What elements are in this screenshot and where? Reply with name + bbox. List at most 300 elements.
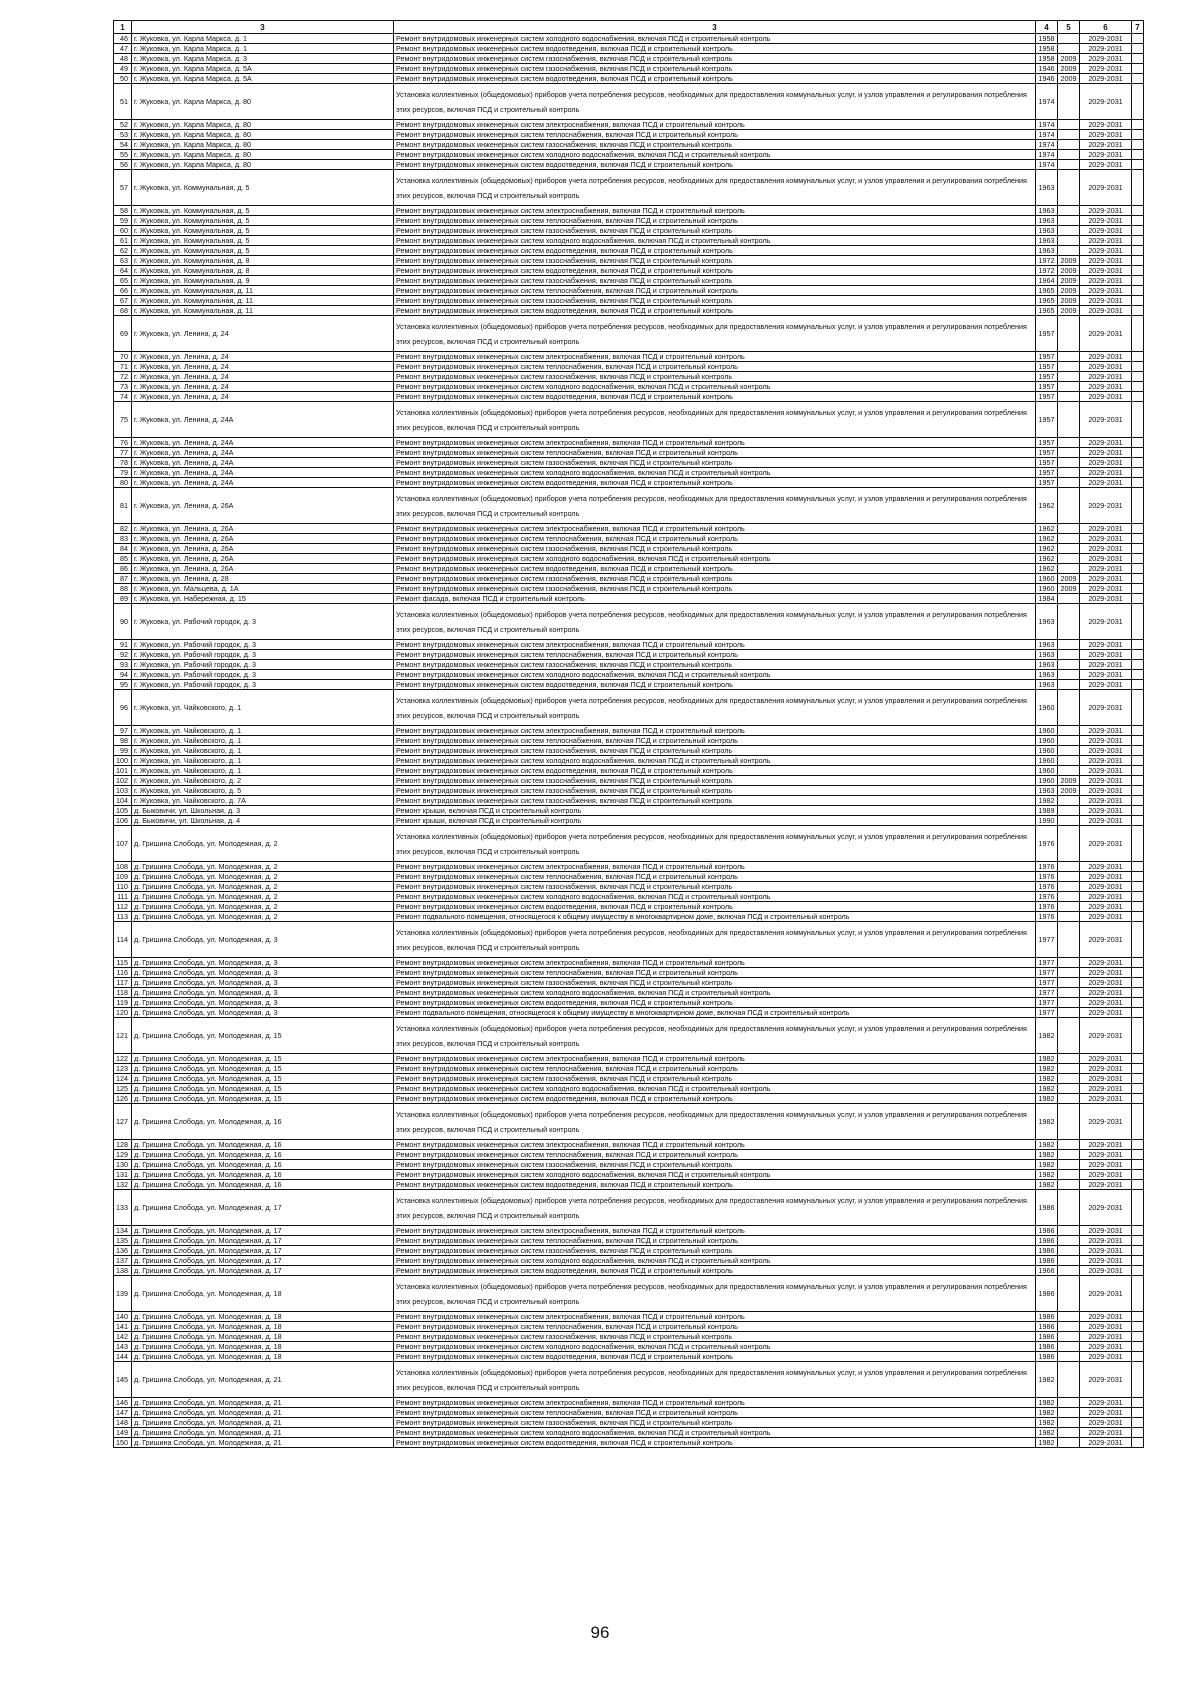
address-cell: г. Жуковка, ул. Набережная, д. 15 [132, 594, 394, 604]
address-cell: г. Жуковка, ул. Карла Маркса, д. 80 [132, 120, 394, 130]
extra-cell [1132, 564, 1144, 574]
built-year-cell: 1965 [1036, 286, 1058, 296]
extra-cell [1132, 892, 1144, 902]
built-year-cell: 1957 [1036, 372, 1058, 382]
last-repair-year-cell [1058, 362, 1080, 372]
built-year-cell: 1982 [1036, 1140, 1058, 1150]
planned-period-cell: 2029-2031 [1080, 458, 1132, 468]
last-repair-year-cell [1058, 872, 1080, 882]
work-type-cell: Ремонт внутридомовых инженерных систем холодного водоснабжения, включая ПСД и строительный контроль [394, 150, 1036, 160]
extra-cell [1132, 1342, 1144, 1352]
built-year-cell: 1982 [1036, 1398, 1058, 1408]
last-repair-year-cell: 2009 [1058, 256, 1080, 266]
table-row [114, 1332, 1144, 1342]
last-repair-year-cell [1058, 1362, 1080, 1398]
extra-cell [1132, 746, 1144, 756]
table-row [114, 1266, 1144, 1276]
work-type-cell: Ремонт внутридомовых инженерных систем газоснабжения, включая ПСД и строительный контроль [394, 1246, 1036, 1256]
table-row [114, 1054, 1144, 1064]
table-row [114, 1352, 1144, 1362]
work-type-cell: Ремонт внутридомовых инженерных систем газоснабжения, включая ПСД и строительный контроль [394, 660, 1036, 670]
row-number-cell: 69 [114, 316, 132, 352]
row-number-cell: 62 [114, 246, 132, 256]
planned-period-cell: 2029-2031 [1080, 1226, 1132, 1236]
work-type-cell: Ремонт внутридомовых инженерных систем газоснабжения, включая ПСД и строительный контроль [394, 882, 1036, 892]
planned-period-cell: 2029-2031 [1080, 1312, 1132, 1322]
row-number-cell: 73 [114, 382, 132, 392]
address-cell: г. Жуковка, ул. Рабочий городок, д. 3 [132, 604, 394, 640]
last-repair-year-cell [1058, 44, 1080, 54]
planned-period-cell: 2029-2031 [1080, 74, 1132, 84]
planned-period-cell: 2029-2031 [1080, 640, 1132, 650]
work-type-cell: Ремонт внутридомовых инженерных систем теплоснабжения, включая ПСД и строительный контроль [394, 534, 1036, 544]
table-row [114, 988, 1144, 998]
last-repair-year-cell [1058, 438, 1080, 448]
work-type-cell: Ремонт внутридомовых инженерных систем теплоснабжения, включая ПСД и строительный контроль [394, 130, 1036, 140]
work-type-cell: Ремонт внутридомовых инженерных систем электроснабжения, включая ПСД и строительный контроль [394, 352, 1036, 362]
table-row [114, 352, 1144, 362]
planned-period-cell: 2029-2031 [1080, 912, 1132, 922]
table-row [114, 816, 1144, 826]
built-year-cell: 1962 [1036, 534, 1058, 544]
extra-cell [1132, 64, 1144, 74]
built-year-cell: 1982 [1036, 1064, 1058, 1074]
planned-period-cell: 2029-2031 [1080, 1266, 1132, 1276]
extra-cell [1132, 402, 1144, 438]
last-repair-year-cell [1058, 1054, 1080, 1064]
header-cell: 1 [114, 21, 132, 34]
last-repair-year-cell [1058, 458, 1080, 468]
planned-period-cell: 2029-2031 [1080, 286, 1132, 296]
work-type-cell: Ремонт внутридомовых инженерных систем газоснабжения, включая ПСД и строительный контроль [394, 746, 1036, 756]
address-cell: г. Жуковка, ул. Чайковского, д. 1 [132, 726, 394, 736]
extra-cell [1132, 554, 1144, 564]
address-cell: г. Жуковка, ул. Карла Маркса, д. 5А [132, 64, 394, 74]
extra-cell [1132, 362, 1144, 372]
header-cell: 5 [1058, 21, 1080, 34]
table-row [114, 1408, 1144, 1418]
planned-period-cell: 2029-2031 [1080, 958, 1132, 968]
planned-period-cell: 2029-2031 [1080, 392, 1132, 402]
work-type-cell: Ремонт внутридомовых инженерных систем водоотведения, включая ПСД и строительный контроль [394, 564, 1036, 574]
address-cell: д. Гришина Слобода, ул. Молодежная, д. 16 [132, 1170, 394, 1180]
planned-period-cell: 2029-2031 [1080, 1140, 1132, 1150]
work-type-cell: Ремонт внутридомовых инженерных систем теплоснабжения, включая ПСД и строительный контроль [394, 1408, 1036, 1418]
work-type-cell: Ремонт внутридомовых инженерных систем водоотведения, включая ПСД и строительный контроль [394, 998, 1036, 1008]
built-year-cell: 1963 [1036, 670, 1058, 680]
last-repair-year-cell [1058, 1018, 1080, 1054]
row-number-cell: 118 [114, 988, 132, 998]
table-row [114, 150, 1144, 160]
table-row [114, 826, 1144, 862]
extra-cell [1132, 478, 1144, 488]
built-year-cell: 1963 [1036, 226, 1058, 236]
extra-cell [1132, 438, 1144, 448]
extra-cell [1132, 1428, 1144, 1438]
table-row [114, 882, 1144, 892]
last-repair-year-cell [1058, 150, 1080, 160]
row-number-cell: 98 [114, 736, 132, 746]
table-row [114, 54, 1144, 64]
address-cell: г. Жуковка, ул. Ленина, д. 24А [132, 402, 394, 438]
table-row [114, 34, 1144, 44]
row-number-cell: 103 [114, 786, 132, 796]
table-row [114, 736, 1144, 746]
planned-period-cell: 2029-2031 [1080, 544, 1132, 554]
planned-period-cell: 2029-2031 [1080, 776, 1132, 786]
row-number-cell: 96 [114, 690, 132, 726]
row-number-cell: 57 [114, 170, 132, 206]
table-row [114, 286, 1144, 296]
address-cell: д. Гришина Слобода, ул. Молодежная, д. 16 [132, 1180, 394, 1190]
address-cell: д. Гришина Слобода, ул. Молодежная, д. 15 [132, 1064, 394, 1074]
address-cell: д. Гришина Слобода, ул. Молодежная, д. 18 [132, 1276, 394, 1312]
extra-cell [1132, 826, 1144, 862]
last-repair-year-cell [1058, 392, 1080, 402]
extra-cell [1132, 998, 1144, 1008]
work-type-cell: Установка коллективных (общедомовых) приборов учета потребления ресурсов, необходимых для предоставления коммунальных услуг, и узлов управления и регулирования потребления этих ресурсов, включая ПСД и строительный контроль [394, 402, 1036, 438]
extra-cell [1132, 1226, 1144, 1236]
built-year-cell: 1974 [1036, 84, 1058, 120]
extra-cell [1132, 872, 1144, 882]
last-repair-year-cell [1058, 1322, 1080, 1332]
last-repair-year-cell [1058, 998, 1080, 1008]
work-type-cell: Ремонт внутридомовых инженерных систем водоотведения, включая ПСД и строительный контроль [394, 1438, 1036, 1448]
table-row [114, 1256, 1144, 1266]
work-type-cell: Ремонт внутридомовых инженерных систем холодного водоснабжения, включая ПСД и строительный контроль [394, 670, 1036, 680]
row-number-cell: 115 [114, 958, 132, 968]
extra-cell [1132, 604, 1144, 640]
extra-cell [1132, 1266, 1144, 1276]
last-repair-year-cell [1058, 140, 1080, 150]
row-number-cell: 141 [114, 1322, 132, 1332]
last-repair-year-cell [1058, 1190, 1080, 1226]
row-number-cell: 140 [114, 1312, 132, 1322]
table-row [114, 1170, 1144, 1180]
row-number-cell: 95 [114, 680, 132, 690]
extra-cell [1132, 306, 1144, 316]
extra-cell [1132, 382, 1144, 392]
built-year-cell: 1946 [1036, 74, 1058, 84]
row-number-cell: 46 [114, 34, 132, 44]
table-row [114, 468, 1144, 478]
last-repair-year-cell [1058, 216, 1080, 226]
address-cell: д. Гришина Слобода, ул. Молодежная, д. 18 [132, 1342, 394, 1352]
planned-period-cell: 2029-2031 [1080, 246, 1132, 256]
built-year-cell: 1986 [1036, 1246, 1058, 1256]
planned-period-cell: 2029-2031 [1080, 1408, 1132, 1418]
built-year-cell: 1986 [1036, 1332, 1058, 1342]
address-cell: г. Жуковка, ул. Ленина, д. 24А [132, 438, 394, 448]
address-cell: г. Жуковка, ул. Ленина, д. 28 [132, 574, 394, 584]
extra-cell [1132, 766, 1144, 776]
work-type-cell: Ремонт внутридомовых инженерных систем электроснабжения, включая ПСД и строительный контроль [394, 1312, 1036, 1322]
planned-period-cell: 2029-2031 [1080, 826, 1132, 862]
work-type-cell: Установка коллективных (общедомовых) приборов учета потребления ресурсов, необходимых для предоставления коммунальных услуг, и узлов управления и регулирования потребления этих ресурсов, включая ПСД и строительный контроль [394, 1104, 1036, 1140]
extra-cell [1132, 1094, 1144, 1104]
work-type-cell: Ремонт внутридомовых инженерных систем электроснабжения, включая ПСД и строительный контроль [394, 206, 1036, 216]
last-repair-year-cell [1058, 1312, 1080, 1322]
address-cell: г. Жуковка, ул. Рабочий городок, д. 3 [132, 680, 394, 690]
row-number-cell: 145 [114, 1362, 132, 1398]
last-repair-year-cell [1058, 816, 1080, 826]
built-year-cell: 1982 [1036, 1084, 1058, 1094]
work-type-cell: Ремонт внутридомовых инженерных систем газоснабжения, включая ПСД и строительный контроль [394, 776, 1036, 786]
extra-cell [1132, 958, 1144, 968]
row-number-cell: 100 [114, 756, 132, 766]
built-year-cell: 1962 [1036, 488, 1058, 524]
row-number-cell: 124 [114, 1074, 132, 1084]
row-number-cell: 143 [114, 1342, 132, 1352]
work-type-cell: Ремонт внутридомовых инженерных систем газоснабжения, включая ПСД и строительный контроль [394, 458, 1036, 468]
last-repair-year-cell [1058, 544, 1080, 554]
last-repair-year-cell: 2009 [1058, 64, 1080, 74]
work-type-cell: Ремонт внутридомовых инженерных систем водоотведения, включая ПСД и строительный контроль [394, 1094, 1036, 1104]
last-repair-year-cell [1058, 1104, 1080, 1140]
table-row [114, 534, 1144, 544]
table-row [114, 1150, 1144, 1160]
address-cell: д. Гришина Слобода, ул. Молодежная, д. 16 [132, 1160, 394, 1170]
work-type-cell: Ремонт внутридомовых инженерных систем теплоснабжения, включая ПСД и строительный контроль [394, 1322, 1036, 1332]
address-cell: д. Гришина Слобода, ул. Молодежная, д. 17 [132, 1246, 394, 1256]
built-year-cell: 1982 [1036, 1104, 1058, 1140]
address-cell: г. Жуковка, ул. Чайковского, д. 2 [132, 776, 394, 786]
row-number-cell: 114 [114, 922, 132, 958]
built-year-cell: 1972 [1036, 266, 1058, 276]
built-year-cell: 1989 [1036, 806, 1058, 816]
extra-cell [1132, 640, 1144, 650]
table-row [114, 316, 1144, 352]
last-repair-year-cell [1058, 34, 1080, 44]
last-repair-year-cell [1058, 968, 1080, 978]
built-year-cell: 1960 [1036, 726, 1058, 736]
table-row [114, 1160, 1144, 1170]
address-cell: г. Жуковка, ул. Коммунальная, д. 5 [132, 170, 394, 206]
address-cell: г. Жуковка, ул. Ленина, д. 26А [132, 554, 394, 564]
work-type-cell: Ремонт внутридомовых инженерных систем водоотведения, включая ПСД и строительный контроль [394, 766, 1036, 776]
built-year-cell: 1977 [1036, 922, 1058, 958]
table-row [114, 912, 1144, 922]
table-row [114, 296, 1144, 306]
extra-cell [1132, 1418, 1144, 1428]
row-number-cell: 108 [114, 862, 132, 872]
built-year-cell: 1960 [1036, 746, 1058, 756]
extra-cell [1132, 1140, 1144, 1150]
work-type-cell: Ремонт внутридомовых инженерных систем теплоснабжения, включая ПСД и строительный контроль [394, 286, 1036, 296]
row-number-cell: 59 [114, 216, 132, 226]
planned-period-cell: 2029-2031 [1080, 1150, 1132, 1160]
table-row [114, 1074, 1144, 1084]
built-year-cell: 1957 [1036, 468, 1058, 478]
table-row [114, 746, 1144, 756]
built-year-cell: 1986 [1036, 1352, 1058, 1362]
built-year-cell: 1957 [1036, 352, 1058, 362]
last-repair-year-cell [1058, 1074, 1080, 1084]
planned-period-cell: 2029-2031 [1080, 266, 1132, 276]
extra-cell [1132, 286, 1144, 296]
last-repair-year-cell [1058, 316, 1080, 352]
table-row [114, 458, 1144, 468]
work-type-cell: Ремонт внутридомовых инженерных систем газоснабжения, включая ПСД и строительный контроль [394, 574, 1036, 584]
last-repair-year-cell [1058, 958, 1080, 968]
extra-cell [1132, 1438, 1144, 1448]
table-row [114, 256, 1144, 266]
built-year-cell: 1963 [1036, 680, 1058, 690]
built-year-cell: 1957 [1036, 448, 1058, 458]
planned-period-cell: 2029-2031 [1080, 892, 1132, 902]
table-row [114, 958, 1144, 968]
row-number-cell: 92 [114, 650, 132, 660]
table-row [114, 584, 1144, 594]
planned-period-cell: 2029-2031 [1080, 604, 1132, 640]
planned-period-cell: 2029-2031 [1080, 236, 1132, 246]
last-repair-year-cell [1058, 826, 1080, 862]
work-type-cell: Ремонт крыши, включая ПСД и строительный контроль [394, 816, 1036, 826]
work-type-cell: Ремонт внутридомовых инженерных систем газоснабжения, включая ПСД и строительный контроль [394, 1332, 1036, 1342]
table-row [114, 968, 1144, 978]
address-cell: г. Жуковка, ул. Коммунальная, д. 5 [132, 206, 394, 216]
last-repair-year-cell: 2009 [1058, 584, 1080, 594]
extra-cell [1132, 1312, 1144, 1322]
built-year-cell: 1960 [1036, 776, 1058, 786]
built-year-cell: 1976 [1036, 912, 1058, 922]
row-number-cell: 136 [114, 1246, 132, 1256]
address-cell: д. Быковичи, ул. Школьная, д. 4 [132, 816, 394, 826]
extra-cell [1132, 150, 1144, 160]
table-row [114, 140, 1144, 150]
planned-period-cell: 2029-2031 [1080, 922, 1132, 958]
extra-cell [1132, 882, 1144, 892]
address-cell: д. Гришина Слобода, ул. Молодежная, д. 21 [132, 1438, 394, 1448]
last-repair-year-cell [1058, 912, 1080, 922]
row-number-cell: 74 [114, 392, 132, 402]
extra-cell [1132, 1064, 1144, 1074]
extra-cell [1132, 650, 1144, 660]
work-type-cell: Ремонт внутридомовых инженерных систем водоотведения, включая ПСД и строительный контроль [394, 306, 1036, 316]
address-cell: г. Жуковка, ул. Ленина, д. 24А [132, 458, 394, 468]
row-number-cell: 133 [114, 1190, 132, 1226]
last-repair-year-cell: 2009 [1058, 786, 1080, 796]
extra-cell [1132, 988, 1144, 998]
address-cell: д. Гришина Слобода, ул. Молодежная, д. 2 [132, 902, 394, 912]
extra-cell [1132, 1104, 1144, 1140]
address-cell: д. Гришина Слобода, ул. Молодежная, д. 21 [132, 1398, 394, 1408]
extra-cell [1132, 1362, 1144, 1398]
built-year-cell: 1960 [1036, 736, 1058, 746]
planned-period-cell: 2029-2031 [1080, 998, 1132, 1008]
last-repair-year-cell [1058, 372, 1080, 382]
address-cell: г. Жуковка, ул. Чайковского, д. 7А [132, 796, 394, 806]
extra-cell [1132, 1054, 1144, 1064]
last-repair-year-cell [1058, 524, 1080, 534]
table-row [114, 998, 1144, 1008]
planned-period-cell: 2029-2031 [1080, 584, 1132, 594]
planned-period-cell: 2029-2031 [1080, 1352, 1132, 1362]
planned-period-cell: 2029-2031 [1080, 1428, 1132, 1438]
built-year-cell: 1960 [1036, 766, 1058, 776]
built-year-cell: 1986 [1036, 1256, 1058, 1266]
table-row [114, 1438, 1144, 1448]
table-row [114, 660, 1144, 670]
work-type-cell: Ремонт внутридомовых инженерных систем теплоснабжения, включая ПСД и строительный контроль [394, 1064, 1036, 1074]
planned-period-cell: 2029-2031 [1080, 438, 1132, 448]
work-type-cell: Ремонт внутридомовых инженерных систем водоотведения, включая ПСД и строительный контроль [394, 44, 1036, 54]
extra-cell [1132, 796, 1144, 806]
table-row [114, 640, 1144, 650]
table-row [114, 1018, 1144, 1054]
last-repair-year-cell [1058, 478, 1080, 488]
address-cell: д. Гришина Слобода, ул. Молодежная, д. 2 [132, 862, 394, 872]
table-row [114, 786, 1144, 796]
planned-period-cell: 2029-2031 [1080, 756, 1132, 766]
last-repair-year-cell [1058, 892, 1080, 902]
row-number-cell: 93 [114, 660, 132, 670]
built-year-cell: 1974 [1036, 160, 1058, 170]
work-type-cell: Ремонт подвального помещения, относящегося к общему имуществу в многоквартирном доме, включая ПСД и строительный контроль [394, 1008, 1036, 1018]
work-type-cell: Установка коллективных (общедомовых) приборов учета потребления ресурсов, необходимых для предоставления коммунальных услуг, и узлов управления и регулирования потребления этих ресурсов, включая ПСД и строительный контроль [394, 1276, 1036, 1312]
planned-period-cell: 2029-2031 [1080, 84, 1132, 120]
built-year-cell: 1957 [1036, 458, 1058, 468]
last-repair-year-cell [1058, 690, 1080, 726]
extra-cell [1132, 266, 1144, 276]
planned-period-cell: 2029-2031 [1080, 660, 1132, 670]
address-cell: г. Жуковка, ул. Карла Маркса, д. 1 [132, 34, 394, 44]
planned-period-cell: 2029-2031 [1080, 670, 1132, 680]
last-repair-year-cell [1058, 1266, 1080, 1276]
row-number-cell: 56 [114, 160, 132, 170]
planned-period-cell: 2029-2031 [1080, 796, 1132, 806]
work-type-cell: Ремонт внутридомовых инженерных систем теплоснабжения, включая ПСД и строительный контроль [394, 736, 1036, 746]
extra-cell [1132, 922, 1144, 958]
address-cell: д. Гришина Слобода, ул. Молодежная, д. 3 [132, 978, 394, 988]
row-number-cell: 94 [114, 670, 132, 680]
row-number-cell: 107 [114, 826, 132, 862]
row-number-cell: 78 [114, 458, 132, 468]
built-year-cell: 1974 [1036, 130, 1058, 140]
address-cell: г. Жуковка, ул. Коммунальная, д. 5 [132, 236, 394, 246]
extra-cell [1132, 574, 1144, 584]
extra-cell [1132, 902, 1144, 912]
last-repair-year-cell [1058, 988, 1080, 998]
built-year-cell: 1982 [1036, 796, 1058, 806]
last-repair-year-cell [1058, 736, 1080, 746]
table-row [114, 594, 1144, 604]
table-row [114, 130, 1144, 140]
planned-period-cell: 2029-2031 [1080, 150, 1132, 160]
planned-period-cell: 2029-2031 [1080, 352, 1132, 362]
work-type-cell: Ремонт внутридомовых инженерных систем холодного водоснабжения, включая ПСД и строительный контроль [394, 1428, 1036, 1438]
table-row [114, 120, 1144, 130]
address-cell: д. Гришина Слобода, ул. Молодежная, д. 2 [132, 826, 394, 862]
row-number-cell: 51 [114, 84, 132, 120]
built-year-cell: 1963 [1036, 604, 1058, 640]
address-cell: г. Жуковка, ул. Ленина, д. 26А [132, 544, 394, 554]
work-type-cell: Установка коллективных (общедомовых) приборов учета потребления ресурсов, необходимых для предоставления коммунальных услуг, и узлов управления и регулирования потребления этих ресурсов, включая ПСД и строительный контроль [394, 690, 1036, 726]
address-cell: д. Быковичи, ул. Школьная, д. 3 [132, 806, 394, 816]
row-number-cell: 58 [114, 206, 132, 216]
row-number-cell: 130 [114, 1160, 132, 1170]
address-cell: г. Жуковка, ул. Рабочий городок, д. 3 [132, 670, 394, 680]
row-number-cell: 47 [114, 44, 132, 54]
row-number-cell: 112 [114, 902, 132, 912]
table-row [114, 1398, 1144, 1408]
extra-cell [1132, 1180, 1144, 1190]
built-year-cell: 1974 [1036, 150, 1058, 160]
table-row [114, 796, 1144, 806]
work-type-cell: Ремонт внутридомовых инженерных систем электроснабжения, включая ПСД и строительный контроль [394, 726, 1036, 736]
work-type-cell: Ремонт фасада, включая ПСД и строительный контроль [394, 594, 1036, 604]
built-year-cell: 1982 [1036, 1408, 1058, 1418]
